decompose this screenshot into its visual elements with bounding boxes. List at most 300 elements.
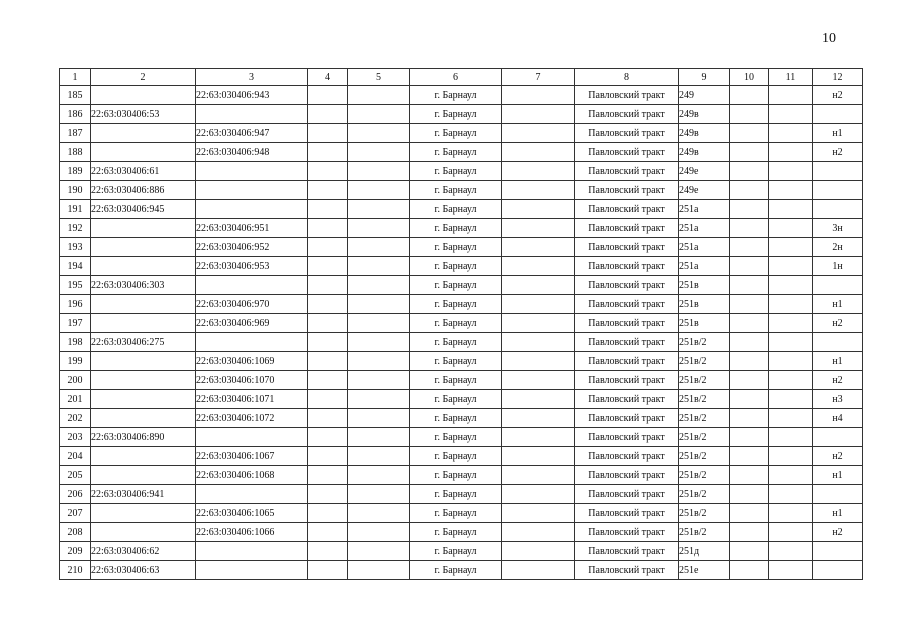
- column-11-cell: [769, 143, 813, 162]
- column-11-cell: [769, 466, 813, 485]
- column-5-cell: [348, 219, 410, 238]
- column-11-cell: [769, 352, 813, 371]
- column-11-cell: [769, 561, 813, 580]
- city-cell: г. Барнаул: [410, 314, 502, 333]
- table-row: [60, 200, 863, 219]
- column-5-cell: [348, 523, 410, 542]
- cadastral-number-cell: [196, 105, 308, 124]
- premises-number-cell: [813, 428, 863, 447]
- table-row: [60, 428, 863, 447]
- cadastral-number-cell: [196, 276, 308, 295]
- street-cell: Павловский тракт: [575, 466, 679, 485]
- house-number-cell: 251в/2: [679, 504, 730, 523]
- premises-number-cell: н2: [813, 143, 863, 162]
- column-11-cell: [769, 295, 813, 314]
- cadastral-number-cell: 22:63:030406:1071: [196, 390, 308, 409]
- street-cell: Павловский тракт: [575, 105, 679, 124]
- table-row: [60, 181, 863, 200]
- column-7-cell: [502, 238, 575, 257]
- table-row: [60, 333, 863, 352]
- street-cell: Павловский тракт: [575, 295, 679, 314]
- column-10-cell: [730, 105, 769, 124]
- column-11-cell: [769, 105, 813, 124]
- column-7-cell: [502, 466, 575, 485]
- premises-number-cell: н2: [813, 314, 863, 333]
- column-11-cell: [769, 409, 813, 428]
- column-5-cell: [348, 143, 410, 162]
- column-7-cell: [502, 428, 575, 447]
- parent-cadastral-number-cell: 22:63:030406:303: [91, 276, 196, 295]
- street-cell: Павловский тракт: [575, 257, 679, 276]
- column-4-cell: [308, 428, 348, 447]
- column-7-cell: [502, 523, 575, 542]
- table-row: [60, 86, 863, 105]
- parent-cadastral-number-cell: [91, 143, 196, 162]
- row-number-cell: 189: [60, 162, 91, 181]
- column-11-cell: [769, 181, 813, 200]
- column-11-cell: [769, 257, 813, 276]
- column-header: 5: [348, 69, 410, 86]
- cadastral-number-cell: 22:63:030406:1070: [196, 371, 308, 390]
- column-4-cell: [308, 466, 348, 485]
- column-number-header-row: [60, 69, 863, 86]
- city-cell: г. Барнаул: [410, 257, 502, 276]
- column-11-cell: [769, 276, 813, 295]
- column-10-cell: [730, 371, 769, 390]
- row-number-cell: 188: [60, 143, 91, 162]
- column-7-cell: [502, 485, 575, 504]
- table-row: [60, 105, 863, 124]
- column-header: 9: [679, 69, 730, 86]
- city-cell: г. Барнаул: [410, 295, 502, 314]
- column-10-cell: [730, 428, 769, 447]
- house-number-cell: 251в: [679, 276, 730, 295]
- cadastral-number-cell: 22:63:030406:1067: [196, 447, 308, 466]
- cadastral-number-cell: 22:63:030406:952: [196, 238, 308, 257]
- cadastral-number-cell: 22:63:030406:1066: [196, 523, 308, 542]
- column-10-cell: [730, 219, 769, 238]
- column-7-cell: [502, 105, 575, 124]
- house-number-cell: 249е: [679, 181, 730, 200]
- street-cell: Павловский тракт: [575, 162, 679, 181]
- premises-number-cell: 3н: [813, 219, 863, 238]
- parent-cadastral-number-cell: [91, 466, 196, 485]
- row-number-cell: 200: [60, 371, 91, 390]
- column-5-cell: [348, 295, 410, 314]
- row-number-cell: 192: [60, 219, 91, 238]
- city-cell: г. Барнаул: [410, 428, 502, 447]
- column-11-cell: [769, 200, 813, 219]
- row-number-cell: 186: [60, 105, 91, 124]
- street-cell: Павловский тракт: [575, 124, 679, 143]
- column-4-cell: [308, 390, 348, 409]
- column-7-cell: [502, 561, 575, 580]
- column-11-cell: [769, 447, 813, 466]
- column-11-cell: [769, 504, 813, 523]
- cadastral-number-cell: [196, 200, 308, 219]
- row-number-cell: 202: [60, 409, 91, 428]
- premises-number-cell: н4: [813, 409, 863, 428]
- column-10-cell: [730, 181, 769, 200]
- column-5-cell: [348, 238, 410, 257]
- column-10-cell: [730, 333, 769, 352]
- column-header: 8: [575, 69, 679, 86]
- column-11-cell: [769, 333, 813, 352]
- column-10-cell: [730, 542, 769, 561]
- cadastral-number-cell: 22:63:030406:953: [196, 257, 308, 276]
- premises-number-cell: [813, 485, 863, 504]
- premises-number-cell: 1н: [813, 257, 863, 276]
- column-7-cell: [502, 276, 575, 295]
- premises-number-cell: [813, 105, 863, 124]
- street-cell: Павловский тракт: [575, 542, 679, 561]
- column-header: 4: [308, 69, 348, 86]
- premises-number-cell: [813, 162, 863, 181]
- column-5-cell: [348, 333, 410, 352]
- column-5-cell: [348, 504, 410, 523]
- column-4-cell: [308, 485, 348, 504]
- premises-number-cell: н2: [813, 86, 863, 105]
- street-cell: Павловский тракт: [575, 390, 679, 409]
- row-number-cell: 203: [60, 428, 91, 447]
- premises-number-cell: [813, 181, 863, 200]
- premises-number-cell: н2: [813, 371, 863, 390]
- city-cell: г. Барнаул: [410, 333, 502, 352]
- row-number-cell: 190: [60, 181, 91, 200]
- column-10-cell: [730, 86, 769, 105]
- column-10-cell: [730, 143, 769, 162]
- column-4-cell: [308, 238, 348, 257]
- table-row: [60, 523, 863, 542]
- column-11-cell: [769, 86, 813, 105]
- table-row: [60, 257, 863, 276]
- city-cell: г. Барнаул: [410, 124, 502, 143]
- parent-cadastral-number-cell: [91, 124, 196, 143]
- parent-cadastral-number-cell: [91, 371, 196, 390]
- house-number-cell: 251в/2: [679, 352, 730, 371]
- column-11-cell: [769, 428, 813, 447]
- parent-cadastral-number-cell: 22:63:030406:62: [91, 542, 196, 561]
- street-cell: Павловский тракт: [575, 352, 679, 371]
- house-number-cell: 249в: [679, 143, 730, 162]
- column-10-cell: [730, 295, 769, 314]
- column-7-cell: [502, 352, 575, 371]
- cadastral-number-cell: [196, 162, 308, 181]
- column-11-cell: [769, 485, 813, 504]
- column-7-cell: [502, 86, 575, 105]
- column-5-cell: [348, 409, 410, 428]
- page-number: 10: [822, 31, 836, 46]
- column-10-cell: [730, 390, 769, 409]
- house-number-cell: 251в/2: [679, 447, 730, 466]
- premises-number-cell: [813, 200, 863, 219]
- column-10-cell: [730, 200, 769, 219]
- cadastral-number-cell: [196, 561, 308, 580]
- parent-cadastral-number-cell: [91, 409, 196, 428]
- parent-cadastral-number-cell: [91, 523, 196, 542]
- column-4-cell: [308, 447, 348, 466]
- table-row: [60, 124, 863, 143]
- column-4-cell: [308, 542, 348, 561]
- cadastral-number-cell: 22:63:030406:1072: [196, 409, 308, 428]
- row-number-cell: 206: [60, 485, 91, 504]
- column-4-cell: [308, 143, 348, 162]
- column-5-cell: [348, 257, 410, 276]
- column-10-cell: [730, 276, 769, 295]
- house-number-cell: 251в/2: [679, 466, 730, 485]
- house-number-cell: 251а: [679, 200, 730, 219]
- table-row: [60, 390, 863, 409]
- column-11-cell: [769, 162, 813, 181]
- house-number-cell: 251а: [679, 219, 730, 238]
- premises-number-cell: н1: [813, 352, 863, 371]
- city-cell: г. Барнаул: [410, 238, 502, 257]
- cadastral-number-cell: 22:63:030406:951: [196, 219, 308, 238]
- street-cell: Павловский тракт: [575, 561, 679, 580]
- column-10-cell: [730, 238, 769, 257]
- house-number-cell: 251д: [679, 542, 730, 561]
- column-4-cell: [308, 276, 348, 295]
- table-row: [60, 504, 863, 523]
- column-4-cell: [308, 124, 348, 143]
- house-number-cell: 249в: [679, 105, 730, 124]
- column-10-cell: [730, 447, 769, 466]
- parent-cadastral-number-cell: 22:63:030406:63: [91, 561, 196, 580]
- table-row: [60, 371, 863, 390]
- cadastral-number-cell: 22:63:030406:943: [196, 86, 308, 105]
- row-number-cell: 201: [60, 390, 91, 409]
- city-cell: г. Барнаул: [410, 200, 502, 219]
- table-row: [60, 352, 863, 371]
- city-cell: г. Барнаул: [410, 371, 502, 390]
- parent-cadastral-number-cell: 22:63:030406:945: [91, 200, 196, 219]
- house-number-cell: 251е: [679, 561, 730, 580]
- street-cell: Павловский тракт: [575, 409, 679, 428]
- row-number-cell: 194: [60, 257, 91, 276]
- city-cell: г. Барнаул: [410, 561, 502, 580]
- column-4-cell: [308, 523, 348, 542]
- city-cell: г. Барнаул: [410, 181, 502, 200]
- column-5-cell: [348, 314, 410, 333]
- cadastral-number-cell: 22:63:030406:948: [196, 143, 308, 162]
- column-10-cell: [730, 124, 769, 143]
- column-7-cell: [502, 143, 575, 162]
- row-number-cell: 208: [60, 523, 91, 542]
- parent-cadastral-number-cell: [91, 390, 196, 409]
- city-cell: г. Барнаул: [410, 143, 502, 162]
- column-5-cell: [348, 428, 410, 447]
- column-7-cell: [502, 504, 575, 523]
- row-number-cell: 199: [60, 352, 91, 371]
- parent-cadastral-number-cell: 22:63:030406:941: [91, 485, 196, 504]
- city-cell: г. Барнаул: [410, 504, 502, 523]
- column-header: 2: [91, 69, 196, 86]
- row-number-cell: 193: [60, 238, 91, 257]
- column-11-cell: [769, 124, 813, 143]
- column-4-cell: [308, 295, 348, 314]
- column-4-cell: [308, 200, 348, 219]
- column-4-cell: [308, 504, 348, 523]
- city-cell: г. Барнаул: [410, 409, 502, 428]
- column-5-cell: [348, 86, 410, 105]
- city-cell: г. Барнаул: [410, 105, 502, 124]
- address-register-table: [59, 68, 863, 580]
- cadastral-number-cell: 22:63:030406:1065: [196, 504, 308, 523]
- column-5-cell: [348, 485, 410, 504]
- column-5-cell: [348, 352, 410, 371]
- column-11-cell: [769, 314, 813, 333]
- row-number-cell: 191: [60, 200, 91, 219]
- column-11-cell: [769, 390, 813, 409]
- column-header: 6: [410, 69, 502, 86]
- column-11-cell: [769, 542, 813, 561]
- column-4-cell: [308, 409, 348, 428]
- column-5-cell: [348, 390, 410, 409]
- table-row: [60, 143, 863, 162]
- parent-cadastral-number-cell: [91, 504, 196, 523]
- premises-number-cell: н2: [813, 523, 863, 542]
- table-row: [60, 485, 863, 504]
- parent-cadastral-number-cell: [91, 257, 196, 276]
- table-row: [60, 276, 863, 295]
- parent-cadastral-number-cell: 22:63:030406:275: [91, 333, 196, 352]
- city-cell: г. Барнаул: [410, 86, 502, 105]
- column-4-cell: [308, 181, 348, 200]
- column-7-cell: [502, 542, 575, 561]
- premises-number-cell: н1: [813, 504, 863, 523]
- street-cell: Павловский тракт: [575, 238, 679, 257]
- city-cell: г. Барнаул: [410, 162, 502, 181]
- premises-number-cell: н1: [813, 124, 863, 143]
- street-cell: Павловский тракт: [575, 200, 679, 219]
- column-10-cell: [730, 314, 769, 333]
- parent-cadastral-number-cell: 22:63:030406:53: [91, 105, 196, 124]
- column-10-cell: [730, 257, 769, 276]
- parent-cadastral-number-cell: 22:63:030406:61: [91, 162, 196, 181]
- column-10-cell: [730, 485, 769, 504]
- street-cell: Павловский тракт: [575, 86, 679, 105]
- house-number-cell: 251в: [679, 295, 730, 314]
- row-number-cell: 207: [60, 504, 91, 523]
- column-4-cell: [308, 86, 348, 105]
- parent-cadastral-number-cell: [91, 295, 196, 314]
- street-cell: Павловский тракт: [575, 314, 679, 333]
- city-cell: г. Барнаул: [410, 447, 502, 466]
- column-5-cell: [348, 542, 410, 561]
- table-row: [60, 447, 863, 466]
- cadastral-number-cell: [196, 485, 308, 504]
- column-7-cell: [502, 162, 575, 181]
- premises-number-cell: н3: [813, 390, 863, 409]
- column-4-cell: [308, 561, 348, 580]
- table-row: [60, 219, 863, 238]
- premises-number-cell: н2: [813, 447, 863, 466]
- column-4-cell: [308, 105, 348, 124]
- column-7-cell: [502, 409, 575, 428]
- table-row: [60, 162, 863, 181]
- column-5-cell: [348, 105, 410, 124]
- street-cell: Павловский тракт: [575, 143, 679, 162]
- parent-cadastral-number-cell: 22:63:030406:886: [91, 181, 196, 200]
- house-number-cell: 251а: [679, 238, 730, 257]
- table-row: [60, 466, 863, 485]
- column-7-cell: [502, 447, 575, 466]
- street-cell: Павловский тракт: [575, 371, 679, 390]
- column-10-cell: [730, 466, 769, 485]
- column-header: 10: [730, 69, 769, 86]
- parent-cadastral-number-cell: [91, 314, 196, 333]
- column-10-cell: [730, 409, 769, 428]
- premises-number-cell: н1: [813, 466, 863, 485]
- cadastral-number-cell: [196, 542, 308, 561]
- column-11-cell: [769, 238, 813, 257]
- row-number-cell: 195: [60, 276, 91, 295]
- column-5-cell: [348, 447, 410, 466]
- column-10-cell: [730, 162, 769, 181]
- column-4-cell: [308, 352, 348, 371]
- column-5-cell: [348, 162, 410, 181]
- row-number-cell: 205: [60, 466, 91, 485]
- parent-cadastral-number-cell: [91, 86, 196, 105]
- column-11-cell: [769, 219, 813, 238]
- row-number-cell: 210: [60, 561, 91, 580]
- column-4-cell: [308, 219, 348, 238]
- table-row: [60, 314, 863, 333]
- cadastral-number-cell: 22:63:030406:970: [196, 295, 308, 314]
- column-10-cell: [730, 523, 769, 542]
- premises-number-cell: [813, 542, 863, 561]
- cadastral-number-cell: [196, 333, 308, 352]
- house-number-cell: 249в: [679, 124, 730, 143]
- cadastral-number-cell: 22:63:030406:947: [196, 124, 308, 143]
- street-cell: Павловский тракт: [575, 523, 679, 542]
- parent-cadastral-number-cell: 22:63:030406:890: [91, 428, 196, 447]
- parent-cadastral-number-cell: [91, 238, 196, 257]
- column-4-cell: [308, 371, 348, 390]
- row-number-cell: 197: [60, 314, 91, 333]
- column-10-cell: [730, 504, 769, 523]
- city-cell: г. Барнаул: [410, 542, 502, 561]
- row-number-cell: 198: [60, 333, 91, 352]
- table-row: [60, 561, 863, 580]
- house-number-cell: 251в/2: [679, 371, 730, 390]
- row-number-cell: 209: [60, 542, 91, 561]
- house-number-cell: 251в/2: [679, 428, 730, 447]
- column-header: 3: [196, 69, 308, 86]
- table-row: [60, 409, 863, 428]
- premises-number-cell: 2н: [813, 238, 863, 257]
- table-row: [60, 238, 863, 257]
- table-row: [60, 295, 863, 314]
- column-5-cell: [348, 181, 410, 200]
- cadastral-number-cell: [196, 428, 308, 447]
- row-number-cell: 187: [60, 124, 91, 143]
- street-cell: Павловский тракт: [575, 485, 679, 504]
- column-4-cell: [308, 257, 348, 276]
- house-number-cell: 251в/2: [679, 390, 730, 409]
- street-cell: Павловский тракт: [575, 504, 679, 523]
- column-7-cell: [502, 181, 575, 200]
- house-number-cell: 251в/2: [679, 485, 730, 504]
- column-header: 7: [502, 69, 575, 86]
- cadastral-number-cell: 22:63:030406:1069: [196, 352, 308, 371]
- table-row: [60, 542, 863, 561]
- column-4-cell: [308, 333, 348, 352]
- street-cell: Павловский тракт: [575, 428, 679, 447]
- column-7-cell: [502, 257, 575, 276]
- column-7-cell: [502, 314, 575, 333]
- cadastral-number-cell: 22:63:030406:1068: [196, 466, 308, 485]
